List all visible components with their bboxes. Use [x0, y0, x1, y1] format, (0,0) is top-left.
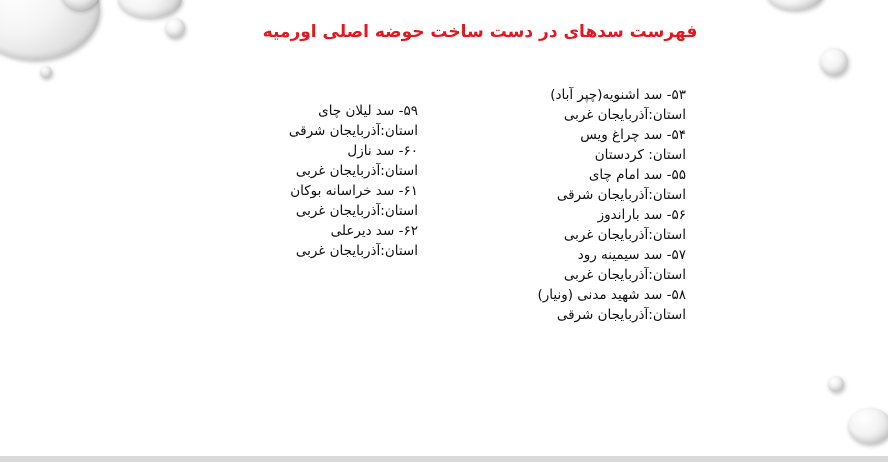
dam-province: استان:آذربایجان شرقی — [556, 187, 686, 203]
dam-province: استان:آذربایجان غربی — [295, 203, 418, 219]
water-drop-decoration — [820, 48, 848, 76]
water-drop-decoration — [40, 66, 52, 78]
dam-entry: ۵۴- سد چراغ ویس — [580, 127, 686, 143]
dam-province: استان:آذربایجان غربی — [563, 267, 686, 283]
dam-province: استان:آذربایجان غربی — [563, 107, 686, 123]
dam-province: استان:آذربایجان غربی — [563, 227, 686, 243]
dam-entry: ۵۵- سد امام چای — [588, 167, 686, 183]
dam-entry: ۵۹- سد لیلان چای — [318, 103, 418, 119]
slide-title: فهرست سدهای در دست ساخت حوضه اصلی اورمیه — [262, 22, 698, 42]
dam-entry: ۶۲- سد دیرعلی — [330, 223, 418, 239]
water-drop-decoration — [165, 18, 185, 38]
dam-entry: ۵۷- سد سیمینه رود — [577, 247, 686, 263]
dam-province: استان:آذربایجان غربی — [295, 243, 418, 259]
dam-list-right — [440, 85, 686, 325]
dam-entry: ۵۶- سد باراندوز — [597, 207, 686, 223]
dam-list-left — [200, 101, 418, 261]
bottom-divider — [0, 456, 888, 462]
water-drop-decoration — [848, 408, 888, 444]
dam-entry: ۵۳- سد اشنویه(چپر آباد) — [550, 87, 686, 103]
dam-entry: ۵۸- سد شهید مدنی (ونیار) — [537, 287, 686, 303]
water-drop-decoration — [828, 376, 844, 392]
dam-province: استان:آذربایجان شرقی — [556, 307, 686, 323]
dam-province: استان:آذربایجان غربی — [295, 163, 418, 179]
dam-entry: ۶۱- سد خراسانه بوکان — [290, 183, 418, 199]
dam-province: استان: کردستان — [594, 147, 686, 163]
water-drop-decoration — [766, 0, 824, 10]
water-drop-decoration — [118, 0, 182, 18]
dam-entry: ۶۰- سد نازل — [347, 143, 418, 159]
dam-province: استان:آذربایجان شرقی — [288, 123, 418, 139]
